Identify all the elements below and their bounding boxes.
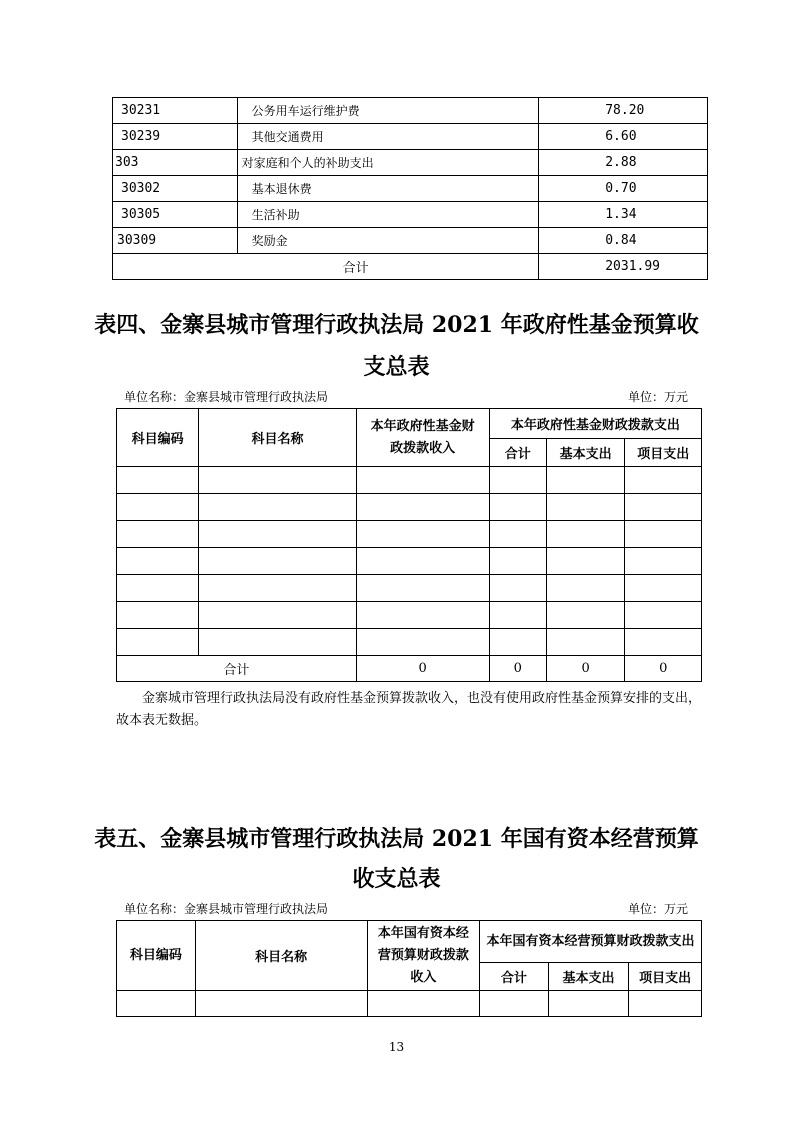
table4-unit: 单位：万元 [628, 390, 689, 404]
table5-title-line1: 表五、金寨县城市管理行政执法局 2021 年国有资本经营预算 [94, 826, 699, 852]
table5-title-line2: 收支总表 [352, 866, 441, 892]
amount: 2.88 [605, 155, 637, 170]
empty-row [117, 548, 702, 575]
empty-row [117, 521, 702, 548]
subject-code: 30231 [121, 103, 161, 118]
amount: 0.70 [605, 181, 637, 196]
header-total: 合计 [480, 963, 549, 991]
table5-unit-name: 单位名称：金寨县城市管理行政执法局 [124, 902, 329, 916]
table4-title-line1: 表四、金寨县城市管理行政执法局 2021 年政府性基金预算收 [94, 312, 699, 338]
subject-code: 30309 [117, 233, 157, 248]
government-fund-table [116, 408, 702, 682]
total-label: 合计 [113, 254, 539, 280]
empty-row [117, 629, 702, 656]
table4-title-line2: 支总表 [363, 354, 430, 380]
subject-name: 生活补助 [251, 208, 300, 222]
page-number: 13 [388, 1040, 405, 1054]
header-basic: 基本支出 [546, 439, 624, 467]
amount: 1.34 [605, 207, 637, 222]
subject-name: 基本退休费 [251, 182, 312, 196]
header-code: 科目编码 [117, 921, 196, 991]
total-amount: 2031.99 [605, 259, 661, 274]
header-project: 项目支出 [625, 439, 702, 467]
subject-code: 303 [115, 155, 139, 170]
expense-detail-table [112, 97, 708, 280]
empty-row [117, 991, 702, 1017]
table5-unit: 单位：万元 [628, 902, 689, 916]
table-row [113, 124, 708, 150]
subject-name: 公务用车运行维护费 [251, 104, 360, 118]
table-row [113, 228, 708, 254]
header-code: 科目编码 [117, 409, 199, 467]
header-total: 合计 [489, 439, 546, 467]
table4-note: 金寨城市管理行政执法局没有政府性基金预算拨款收入，也没有使用政府性基金预算安排的支出，故本表无数据。 [116, 691, 702, 728]
header-basic: 基本支出 [548, 963, 629, 991]
table-row [113, 98, 708, 124]
total-basic: 0 [546, 656, 624, 682]
state-capital-table [116, 920, 702, 1017]
total-label: 合计 [117, 656, 357, 682]
subject-name: 对家庭和个人的补助支出 [241, 156, 374, 170]
subject-code: 30239 [121, 129, 161, 144]
total-income: 0 [356, 656, 489, 682]
header-expense-group: 本年政府性基金财政拨款支出 [489, 409, 701, 439]
header-project: 项目支出 [629, 963, 702, 991]
header-income: 本年政府性基金财政拨款收入 [356, 409, 489, 467]
table-row [113, 176, 708, 202]
table-row [113, 150, 708, 176]
subject-name: 其他交通费用 [251, 130, 324, 144]
empty-row [117, 467, 702, 494]
amount: 6.60 [605, 129, 637, 144]
subject-code: 30302 [121, 181, 161, 196]
empty-row [117, 575, 702, 602]
empty-row [117, 494, 702, 521]
subject-code: 30305 [121, 207, 161, 222]
total-row [113, 254, 708, 280]
amount: 78.20 [605, 103, 645, 118]
total-project: 0 [625, 656, 702, 682]
header-name: 科目名称 [199, 409, 356, 467]
total-sum: 0 [489, 656, 546, 682]
header-name: 科目名称 [195, 921, 367, 991]
empty-row [117, 602, 702, 629]
total-row [117, 656, 702, 682]
header-income: 本年国有资本经营预算财政拨款收入 [367, 921, 479, 991]
header-expense-group: 本年国有资本经营预算财政拨款支出 [480, 921, 702, 963]
subject-name: 奖励金 [251, 234, 288, 248]
table4-unit-name: 单位名称：金寨县城市管理行政执法局 [124, 390, 329, 404]
amount: 0.84 [605, 233, 637, 248]
table-row [113, 202, 708, 228]
